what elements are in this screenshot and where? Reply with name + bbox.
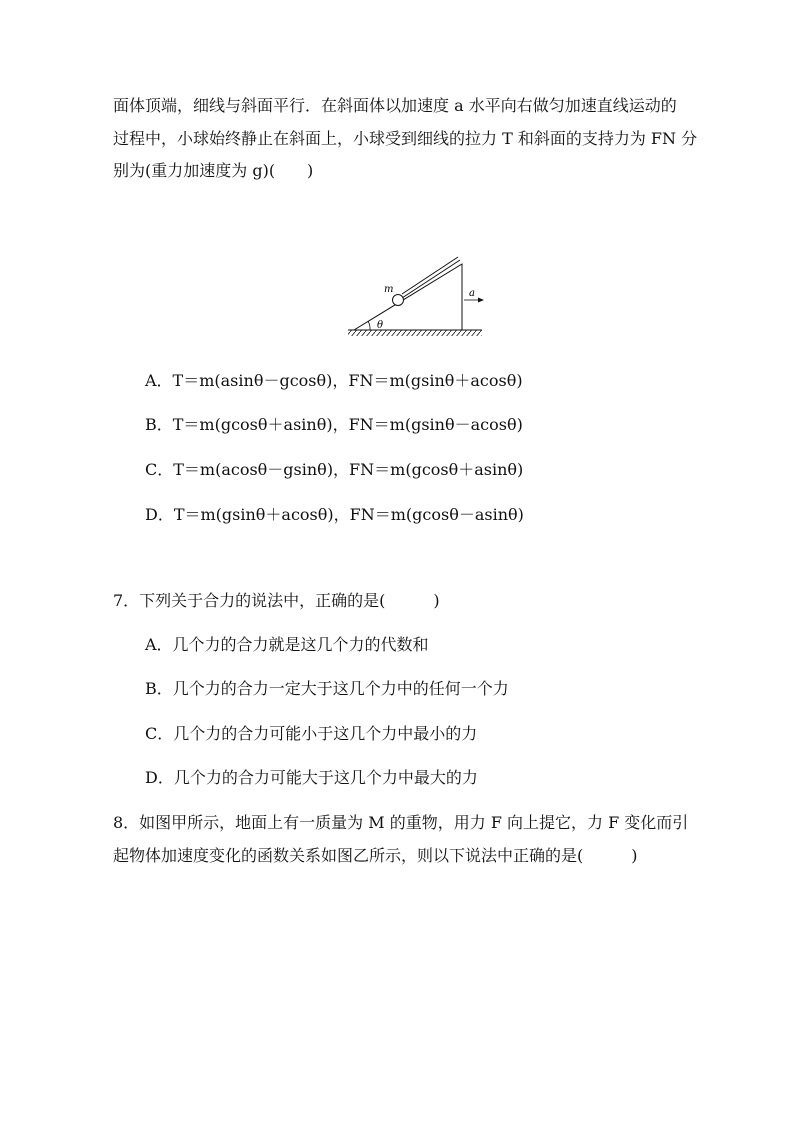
q8-line-2: 起物体加速度变化的函数关系如图乙所示，则以下说法中正确的是( ) <box>113 846 638 865</box>
q6-option-c: C．T＝m(acosθ－gsinθ)，FN＝m(gcosθ＋asinθ) <box>145 460 524 479</box>
q6-option-a: A．T＝m(asinθ－gcosθ)，FN＝m(gsinθ＋acosθ) <box>145 371 523 390</box>
intro-line-3: 别为(重力加速度为 g)( ) <box>113 161 314 180</box>
ground-hatch <box>348 330 482 336</box>
q7-option-c: C．几个力的合力可能小于这几个力中最小的力 <box>145 724 478 743</box>
angle-arc <box>368 321 370 330</box>
intro-line-2: 过程中，小球始终静止在斜面上，小球受到细线的拉力 T 和斜面的支持力为 FN 分 <box>113 129 698 148</box>
incline-diagram <box>340 248 490 344</box>
incline-block <box>354 264 462 330</box>
angle-label: θ <box>377 320 384 331</box>
string-line-2 <box>402 257 458 294</box>
q7-option-b: B．几个力的合力一定大于这几个力中的任何一个力 <box>145 679 509 698</box>
q8-line-1: 8．如图甲所示，地面上有一质量为 M 的重物，用力 F 向上提它，力 F 变化而引 <box>113 813 689 832</box>
ball <box>393 295 404 306</box>
q7-option-a: A．几个力的合力就是这几个力的代数和 <box>145 635 429 654</box>
q6-option-d: D．T＝m(gsinθ＋acosθ)，FN＝m(gcosθ－asinθ) <box>145 505 524 524</box>
string-line <box>402 260 460 298</box>
q6-option-b: B．T＝m(gcosθ＋asinθ)，FN＝m(gsinθ－acosθ) <box>145 415 523 434</box>
intro-line-1: 面体顶端，细线与斜面平行．在斜面体以加速度 a 水平向右做匀加速直线运动的 <box>113 96 677 115</box>
mass-label: m <box>384 284 394 295</box>
q7-option-d: D．几个力的合力可能大于这几个力中最大的力 <box>145 768 478 787</box>
accel-label: a <box>469 288 475 299</box>
accel-arrowhead <box>478 298 484 303</box>
q7-stem: 7．下列关于合力的说法中，正确的是( ) <box>113 591 440 610</box>
